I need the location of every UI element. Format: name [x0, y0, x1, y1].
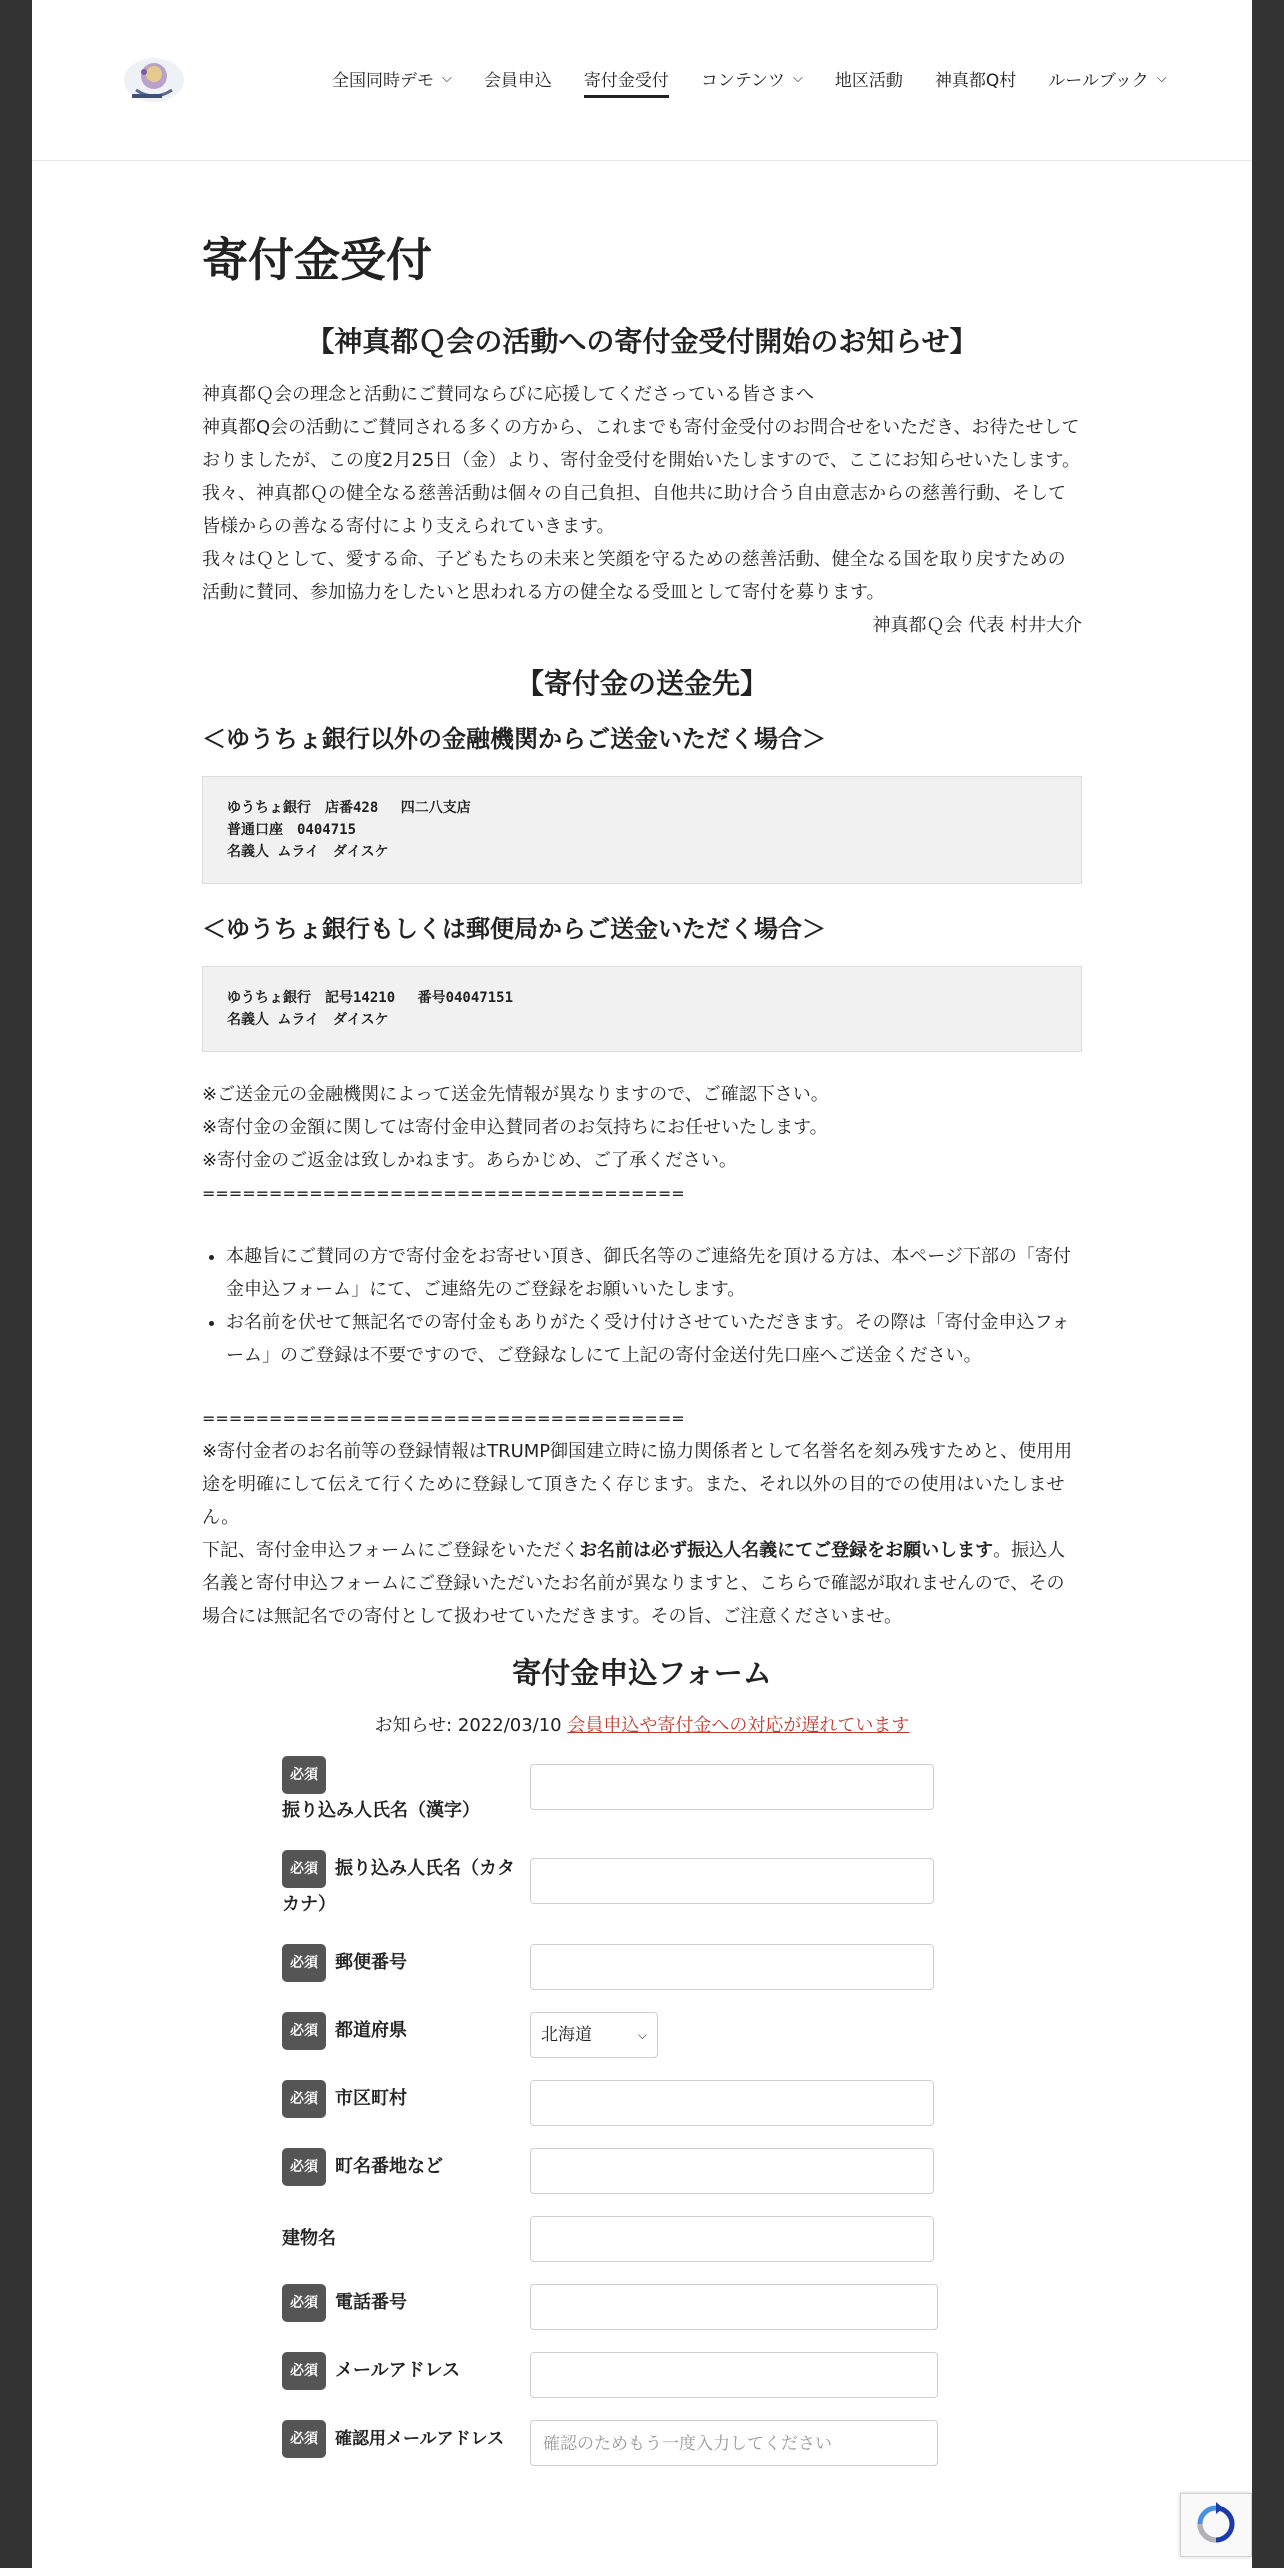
form-row-email — [282, 2352, 1082, 2398]
main-content — [202, 230, 1082, 2488]
announcement-heading: 【神真都Ｑ会の活動への寄付金受付開始のお知らせ】 — [306, 325, 978, 358]
recaptcha-badge[interactable] — [1180, 2493, 1252, 2557]
nav-item-label: 神真都Q村 — [934, 70, 1017, 91]
form-row-phone — [282, 2284, 1082, 2330]
divider: ==================================== — [202, 1184, 685, 1203]
chevron-down-icon: ⌵ — [793, 70, 803, 86]
nav-item-district[interactable] — [835, 62, 903, 94]
destination-heading: 【寄付金の送金先】 — [515, 667, 768, 700]
building-input[interactable] — [530, 2216, 934, 2262]
field-label-text: 町名番地など — [335, 2156, 443, 2177]
intro-paragraph: 神真都Ｑ会の理念と活動にご賛同ならびに応援してくださっている皆さまへ — [202, 384, 814, 405]
postal-code-input[interactable] — [530, 1944, 934, 1990]
field-label-text: 市区町村 — [335, 2088, 407, 2109]
nav-item-nationwide-demo[interactable] — [332, 62, 452, 94]
nav-item-label: コンテンツ — [700, 70, 786, 91]
required-badge: 必須 — [282, 2420, 326, 2458]
intro-paragraph: 神真都Q会の活動にご賛同される多くの方から、これまでも寄付金受付のお問合せをいただき、お待たせしておりましたが、この度2月25日（金）より、寄付金受付を開始いたしますので、ここにお知らせいたします。 — [202, 417, 1081, 471]
form-row-name-kana — [282, 1850, 1082, 1922]
field-label — [282, 2216, 530, 2262]
select-value: 北海道 — [541, 2024, 592, 2045]
main-navigation — [332, 62, 1199, 94]
notice-text: お知らせ: 2022/03/10 — [374, 1715, 568, 1736]
field-label — [282, 1944, 530, 1982]
name-note-text: 。振込人名義と寄付申込フォームにご登録いただいたお名前が異なりますと、こちらで確認が取れませんので、その場合には無記名での寄付として扱わせていただきます。その旨、ご注意くださいませ。 — [202, 1540, 1066, 1627]
chevron-down-icon: ⌵ — [637, 2027, 647, 2042]
nav-item-membership[interactable] — [484, 62, 552, 94]
nav-item-label: ルールブック — [1048, 70, 1149, 91]
field-label — [282, 2284, 530, 2322]
name-kana-input[interactable] — [530, 1858, 934, 1904]
form-row-building — [282, 2216, 1082, 2262]
required-badge: 必須 — [282, 2352, 326, 2390]
nav-item-contents[interactable] — [701, 62, 803, 94]
signature: 神真都Ｑ会 代表 村井大介 — [872, 615, 1082, 636]
other-bank-account-box — [202, 776, 1082, 884]
name-note-text: 下記、寄付金申込フォームにご登録をいただく — [202, 1540, 580, 1561]
field-label — [282, 1756, 530, 1828]
chevron-down-icon: ⌵ — [1156, 70, 1167, 86]
form-row-prefecture — [282, 2012, 1082, 2058]
nav-item-village[interactable] — [935, 62, 1016, 94]
field-label-text: メールアドレス — [335, 2360, 461, 2381]
site-header — [32, 0, 1252, 161]
field-label — [282, 1850, 530, 1922]
other-bank-heading: ＜ゆうちょ銀行以外の金融機関からご送金いただく場合＞ — [202, 725, 826, 753]
chevron-down-icon: ⌵ — [442, 70, 452, 86]
field-label-text: 振り込み人氏名（漢字） — [282, 1800, 480, 1821]
email-input[interactable] — [530, 2352, 938, 2398]
divider: ==================================== — [202, 1409, 685, 1428]
nav-item-label: 寄付金受付 — [583, 70, 669, 91]
phone-input[interactable] — [530, 2284, 938, 2330]
page — [32, 0, 1252, 2568]
required-badge: 必須 — [282, 2148, 326, 2186]
form-row-city — [282, 2080, 1082, 2126]
required-badge: 必須 — [282, 2080, 326, 2118]
email-confirm-input[interactable] — [530, 2420, 938, 2466]
city-input[interactable] — [530, 2080, 934, 2126]
field-label-text: 確認用メールアドレス — [335, 2429, 505, 2449]
form-row-email-confirm — [282, 2420, 1082, 2466]
form-notice — [202, 1709, 1082, 1742]
field-label — [282, 2420, 530, 2458]
intro-paragraph: 我々、神真都Ｑの健全なる慈善活動は個々の自己負担、自他共に助け合う自由意志からの慈善行動、そして皆様からの善なる寄付により支えられていきます。 — [202, 483, 1066, 537]
field-label-text: 建物名 — [282, 2228, 336, 2249]
nav-item-label: 全国同時デモ — [332, 70, 434, 91]
list-item: • 本趣旨にご賛同の方で寄付金をお寄せい頂き、御氏名等のご連絡先を頂ける方は、本ページ下部の「寄付金申込フォーム」にて、ご連絡先のご登録をお願いいたします。 — [226, 1240, 1082, 1306]
field-label — [282, 2148, 530, 2186]
page-title: 寄付金受付 — [202, 233, 432, 287]
nav-item-rulebook[interactable] — [1048, 62, 1166, 94]
recaptcha-icon — [1181, 2494, 1251, 2556]
remark: ※ご送金元の金融機関によって送金先情報が異なりますので、ご確認下さい。 — [202, 1084, 829, 1105]
required-badge: 必須 — [282, 1944, 326, 1982]
list-item: • お名前を伏せて無記名での寄付金もありがたく受け付けさせていただきます。その際は「寄付金申込フォーム」のご登録は不要ですので、ご登録なしにて上記の寄付金送付先口座へご送金ください。 — [226, 1306, 1082, 1372]
account-line: 名義人 ムライ ダイスケ — [227, 844, 389, 860]
input-placeholder: 確認のためもう一度入力してください — [543, 2434, 832, 2454]
nav-item-label: 会員申込 — [483, 70, 552, 91]
remark: ※寄付金のご返金は致しかねます。あらかじめ、ご了承ください。 — [202, 1150, 737, 1171]
required-badge: 必須 — [282, 1756, 326, 1794]
required-badge: 必須 — [282, 2012, 326, 2050]
field-label-text: 都道府県 — [335, 2020, 407, 2041]
required-badge: 必須 — [282, 2284, 326, 2322]
field-label — [282, 2080, 530, 2118]
notes-list — [202, 1240, 1082, 1372]
remark: ※寄付金の金額に関しては寄付金申込賛同者のお気持ちにお任せいたします。 — [202, 1117, 828, 1138]
yucho-account-box — [202, 966, 1082, 1052]
logo-icon — [114, 50, 190, 108]
name-note-emphasis: お名前は必ず振込人名義にてご登録をお願いします — [579, 1540, 994, 1561]
field-label-text: 郵便番号 — [335, 1952, 407, 1973]
form-row-name-kanji — [282, 1756, 1082, 1828]
account-line: 普通口座 0404715 — [227, 822, 357, 838]
account-line: ゆうちょ銀行 店番428 四二八支店 — [227, 800, 471, 816]
form-title: 寄付金申込フォーム — [512, 1656, 772, 1690]
form-row-address — [282, 2148, 1082, 2194]
account-line: 名義人 ムライ ダイスケ — [227, 1012, 389, 1028]
field-label-text: 電話番号 — [335, 2292, 407, 2313]
nav-item-label: 地区活動 — [834, 70, 903, 91]
field-label-text: 振り込み人氏名（カタカナ） — [282, 1858, 515, 1915]
required-badge: 必須 — [282, 1850, 326, 1888]
account-line: ゆうちょ銀行 記号14210 番号04047151 — [227, 990, 514, 1006]
site-logo[interactable] — [114, 50, 190, 108]
nav-item-donation[interactable] — [584, 62, 669, 94]
prefecture-select[interactable] — [530, 2012, 658, 2058]
name-kanji-input[interactable] — [530, 1764, 934, 1810]
notice-link[interactable]: 会員申込や寄付金への対応が遅れています — [567, 1715, 910, 1736]
field-label — [282, 2352, 530, 2390]
street-address-input[interactable] — [530, 2148, 934, 2194]
registration-note: ※寄付金者のお名前等の登録情報はTRUMP御国建立時に協力関係者として名誉名を刻み残すためと、使用用途を明確にして伝えて行くために登録して頂きたく存じます。また、それ以外の目的での使用はいたしません。 — [202, 1441, 1073, 1528]
form-row-postal — [282, 1944, 1082, 1990]
yucho-heading: ＜ゆうちょ銀行もしくは郵便局からご送金いただく場合＞ — [202, 915, 826, 943]
intro-paragraph: 我々はＱとして、愛する命、子どもたちの未来と笑顔を守るための慈善活動、健全なる国を取り戻すための活動に賛同、参加協力をしたいと思われる方の健全なる受皿として寄付を募ります。 — [202, 549, 1066, 603]
field-label — [282, 2012, 530, 2050]
name-note — [202, 1534, 1082, 1633]
